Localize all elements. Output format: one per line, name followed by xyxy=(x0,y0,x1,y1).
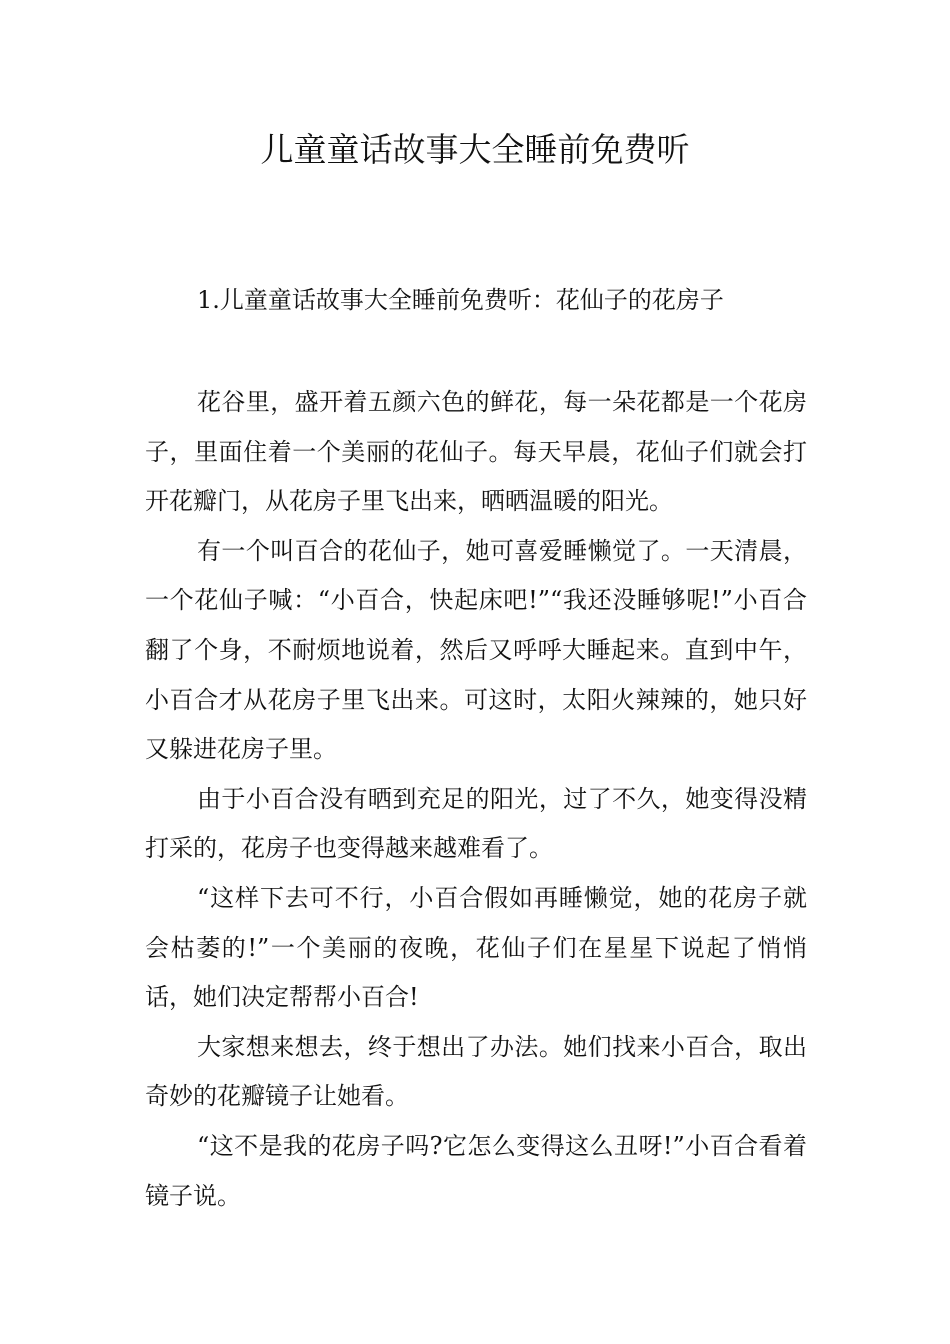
paragraph: 花谷里，盛开着五颜六色的鲜花，每一朵花都是一个花房子，里面住着一个美丽的花仙子。每天早晨，花仙子们就会打开花瓣门，从花房子里飞出来，晒晒温暖的阳光。 xyxy=(145,388,807,516)
story-body xyxy=(145,378,807,1221)
paragraph: 大家想来想去，终于想出了办法。她们找来小百合，取出奇妙的花瓣镜子让她看。 xyxy=(145,1032,807,1111)
section-heading: 1.儿童童话故事大全睡前免费听：花仙子的花房子 xyxy=(197,286,724,314)
paragraph: “这样下去可不行，小百合假如再睡懒觉，她的花房子就会枯萎的!”一个美丽的夜晚，花仙子们在星星下说起了悄悄话，她们决定帮帮小百合! xyxy=(145,883,807,1012)
document-title: 儿童童话故事大全睡前免费听 xyxy=(260,130,690,169)
paragraph: “这不是我的花房子吗?它怎么变得这么丑呀!”小百合看着镜子说。 xyxy=(145,1131,807,1210)
paragraph: 有一个叫百合的花仙子，她可喜爱睡懒觉了。一天清晨，一个花仙子喊：“小百合，快起床吧!”“我还没睡够呢!”小百合翻了个身，不耐烦地说着，然后又呼呼大睡起来。直到中午，小百合才从花房子里飞出来。可这时，太阳火辣辣的，她只好又躲进花房子里。 xyxy=(145,536,807,764)
paragraph: 由于小百合没有晒到充足的阳光，过了不久，她变得没精打采的，花房子也变得越来越难看了。 xyxy=(145,784,807,863)
